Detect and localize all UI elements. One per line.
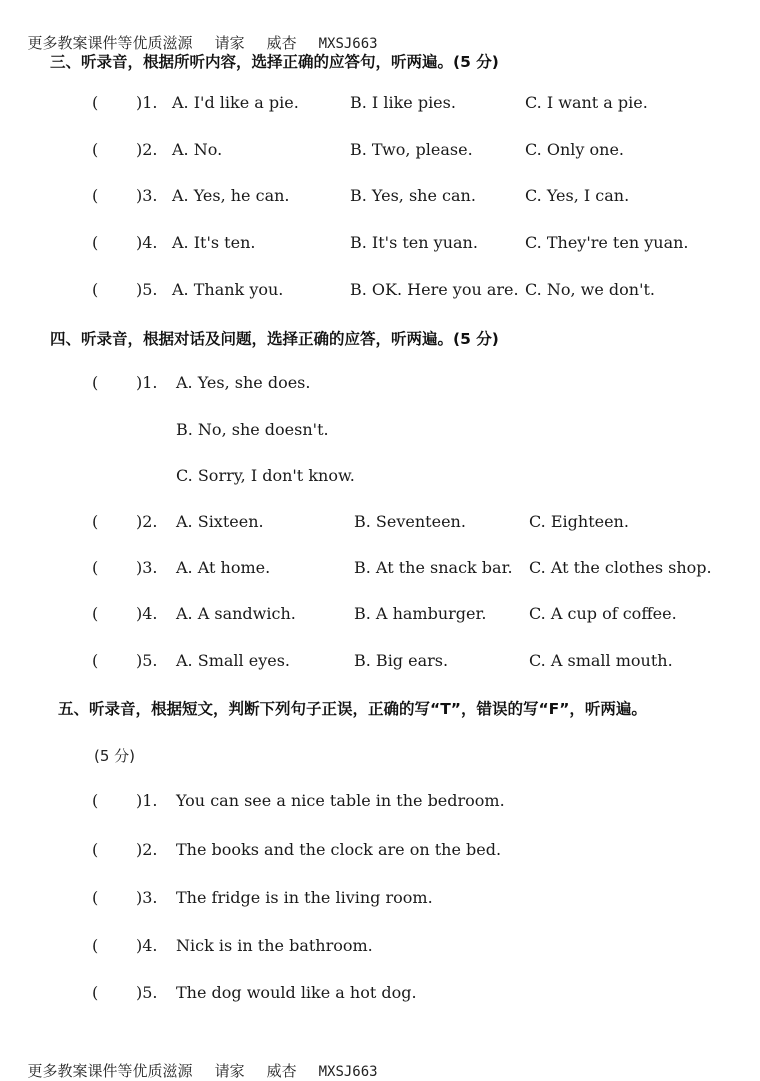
header-please: 请家 bbox=[214, 34, 245, 52]
option-b: B. A hamburger. bbox=[354, 604, 487, 623]
option-b: B. At the snack bar. bbox=[354, 558, 513, 577]
statement: The books and the clock are on the bed. bbox=[176, 840, 502, 859]
option-c: C. No, we don't. bbox=[525, 280, 655, 299]
question-number: )4. bbox=[136, 233, 158, 252]
answer-blank[interactable]: ( bbox=[92, 840, 99, 859]
option-a: A. At home. bbox=[176, 558, 271, 577]
footer-please: 请家 bbox=[214, 1062, 245, 1080]
header-code: MXSJ663 bbox=[318, 36, 378, 52]
option-c: C. Only one. bbox=[525, 140, 624, 159]
footer-text: 更多教案课件等优质滋源 bbox=[27, 1062, 193, 1080]
answer-blank[interactable]: ( bbox=[92, 93, 99, 112]
option-a: A. It's ten. bbox=[172, 233, 256, 252]
answer-blank[interactable]: ( bbox=[92, 604, 99, 623]
answer-blank[interactable]: ( bbox=[92, 558, 99, 577]
answer-blank[interactable]: ( bbox=[92, 233, 99, 252]
statement: You can see a nice table in the bedroom. bbox=[176, 791, 505, 810]
question-number: )3. bbox=[136, 186, 158, 205]
answer-blank[interactable]: ( bbox=[92, 888, 99, 907]
page-header bbox=[18, 14, 400, 53]
header-text: 更多教案课件等优质滋源 bbox=[27, 34, 193, 52]
option-c: C. A cup of coffee. bbox=[529, 604, 677, 623]
question-number: )4. bbox=[136, 936, 158, 955]
option-a: A. No. bbox=[172, 140, 223, 159]
option-b: B. I like pies. bbox=[350, 93, 456, 112]
header-name: 威杏 bbox=[266, 34, 297, 52]
section-3-title: 三、听录音，根据所听内容，选择正确的应答句，听两遍。(5 分) bbox=[50, 53, 499, 71]
section-4-title: 四、听录音，根据对话及问题，选择正确的应答，听两遍。(5 分) bbox=[50, 330, 499, 348]
question-number: )5. bbox=[136, 280, 158, 299]
option-c: C. They're ten yuan. bbox=[525, 233, 689, 252]
section-5-points: (5 分) bbox=[94, 747, 136, 765]
question-number: )2. bbox=[136, 512, 158, 531]
statement: The fridge is in the living room. bbox=[176, 888, 433, 907]
option-b: B. Big ears. bbox=[354, 651, 449, 670]
question-number: )3. bbox=[136, 558, 158, 577]
option-c: C. At the clothes shop. bbox=[529, 558, 712, 577]
question-number: )1. bbox=[136, 791, 158, 810]
question-number: )5. bbox=[136, 983, 158, 1002]
answer-blank[interactable]: ( bbox=[92, 512, 99, 531]
option-b: B. OK. Here you are. bbox=[350, 280, 519, 299]
statement: The dog would like a hot dog. bbox=[176, 983, 417, 1002]
option-b: B. Two, please. bbox=[350, 140, 473, 159]
question-number: )1. bbox=[136, 93, 158, 112]
answer-blank[interactable]: ( bbox=[92, 936, 99, 955]
option-c: C. Yes, I can. bbox=[525, 186, 630, 205]
question-number: )2. bbox=[136, 840, 158, 859]
option-b: B. It's ten yuan. bbox=[350, 233, 478, 252]
option-b: B. Seventeen. bbox=[354, 512, 466, 531]
option-b: B. Yes, she can. bbox=[350, 186, 476, 205]
option-c: C. Eighteen. bbox=[529, 512, 629, 531]
question-number: )1. bbox=[136, 373, 158, 392]
option-a: A. Thank you. bbox=[172, 280, 284, 299]
statement: Nick is in the bathroom. bbox=[176, 936, 373, 955]
page-footer bbox=[18, 1042, 400, 1081]
answer-blank[interactable]: ( bbox=[92, 651, 99, 670]
footer-name: 威杏 bbox=[266, 1062, 297, 1080]
answer-blank[interactable]: ( bbox=[92, 791, 99, 810]
question-number: )5. bbox=[136, 651, 158, 670]
option-a: A. Sixteen. bbox=[176, 512, 264, 531]
answer-blank[interactable]: ( bbox=[92, 373, 99, 392]
question-number: )2. bbox=[136, 140, 158, 159]
answer-blank[interactable]: ( bbox=[92, 280, 99, 299]
option-a: A. Yes, he can. bbox=[172, 186, 290, 205]
option-c: C. I want a pie. bbox=[525, 93, 648, 112]
option-a: A. A sandwich. bbox=[176, 604, 296, 623]
answer-blank[interactable]: ( bbox=[92, 140, 99, 159]
option-a: A. I'd like a pie. bbox=[172, 93, 299, 112]
answer-blank[interactable]: ( bbox=[92, 983, 99, 1002]
question-number: )3. bbox=[136, 888, 158, 907]
option-a: A. Small eyes. bbox=[176, 651, 290, 670]
answer-blank[interactable]: ( bbox=[92, 186, 99, 205]
option-a: A. Yes, she does. bbox=[176, 373, 311, 392]
question-number: )4. bbox=[136, 604, 158, 623]
option-c: C. Sorry, I don't know. bbox=[176, 466, 355, 485]
option-c: C. A small mouth. bbox=[529, 651, 673, 670]
option-b: B. No, she doesn't. bbox=[176, 420, 329, 439]
section-5-title: 五、听录音，根据短文，判断下列句子正误，正确的写“T”，错误的写“F”，听两遍。 bbox=[58, 700, 647, 718]
footer-code: MXSJ663 bbox=[318, 1064, 378, 1080]
